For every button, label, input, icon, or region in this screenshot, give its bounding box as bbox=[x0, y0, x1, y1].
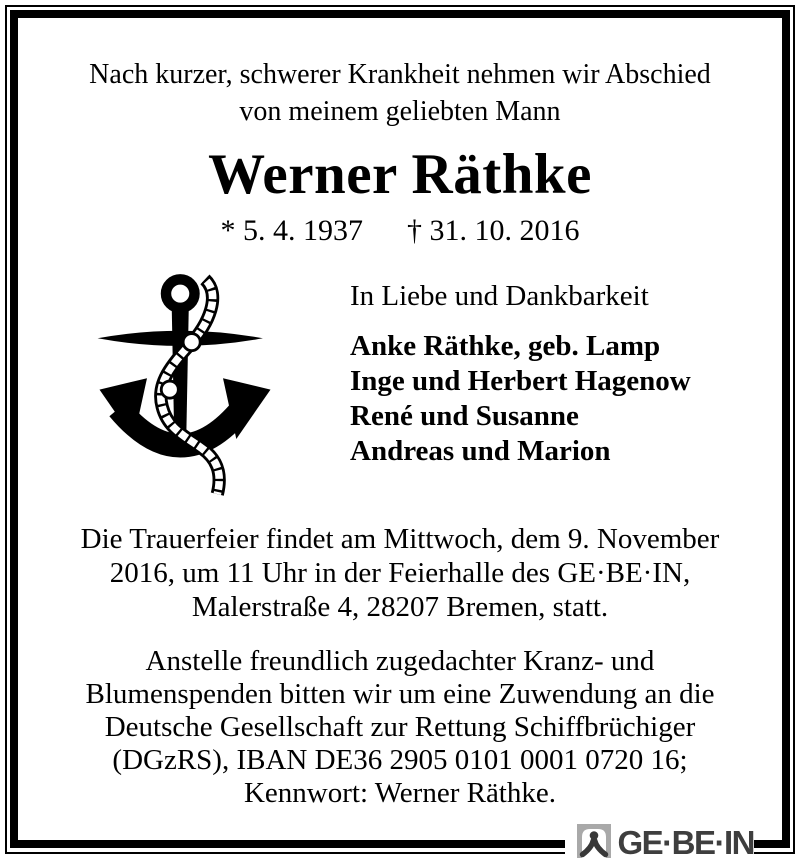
intro-text bbox=[20, 56, 780, 130]
anchor-illustration bbox=[20, 268, 350, 500]
gebein-figure-icon bbox=[577, 824, 611, 860]
mourner-name: Andreas und Marion bbox=[350, 435, 611, 467]
family-column bbox=[350, 268, 691, 500]
life-dates bbox=[20, 214, 780, 248]
donation-line: Blumenspenden bitten wir um eine Zuwendung an die bbox=[85, 678, 715, 710]
gebein-logo-text: GE·BE·IN bbox=[617, 824, 754, 860]
middle-section bbox=[20, 268, 780, 500]
donation-line: Kennwort: Werner Räthke. bbox=[243, 777, 556, 809]
donation-line: Deutsche Gesellschaft zur Rettung Schiffbrüchiger bbox=[104, 711, 696, 743]
death-date: † 31. 10. 2016 bbox=[407, 214, 580, 247]
mourner-name: René und Susanne bbox=[350, 400, 579, 432]
donation-request bbox=[20, 645, 780, 810]
fouled-anchor-icon bbox=[89, 268, 281, 496]
intro-line: von meinem geliebten Mann bbox=[239, 96, 561, 127]
mourner-name: Anke Räthke, geb. Lamp bbox=[350, 330, 661, 362]
gebein-logo bbox=[565, 818, 755, 860]
mourner-name: Inge und Herbert Hagenow bbox=[350, 365, 691, 397]
funeral-line: 2016, um 11 Uhr in der Feierhalle des GE·BE·IN, bbox=[109, 557, 691, 589]
funeral-line: Die Trauerfeier findet am Mittwoch, dem 9. November bbox=[80, 523, 720, 555]
tribute-line: In Liebe und Dankbarkeit bbox=[350, 280, 649, 312]
birth-date: * 5. 4. 1937 bbox=[220, 214, 363, 247]
deceased-name: Werner Räthke bbox=[208, 143, 592, 206]
funeral-line: Malerstraße 4, 28207 Bremen, statt. bbox=[191, 591, 609, 623]
donation-line: Anstelle freundlich zugedachter Kranz- und bbox=[145, 645, 655, 677]
funeral-details bbox=[20, 522, 780, 624]
intro-line: Nach kurzer, schwerer Krankheit nehmen wir Abschied bbox=[89, 59, 711, 90]
notice-content bbox=[20, 18, 780, 840]
mourners-list bbox=[350, 329, 691, 469]
donation-line: (DGzRS), IBAN DE36 2905 0101 0001 0720 16; bbox=[112, 744, 688, 776]
